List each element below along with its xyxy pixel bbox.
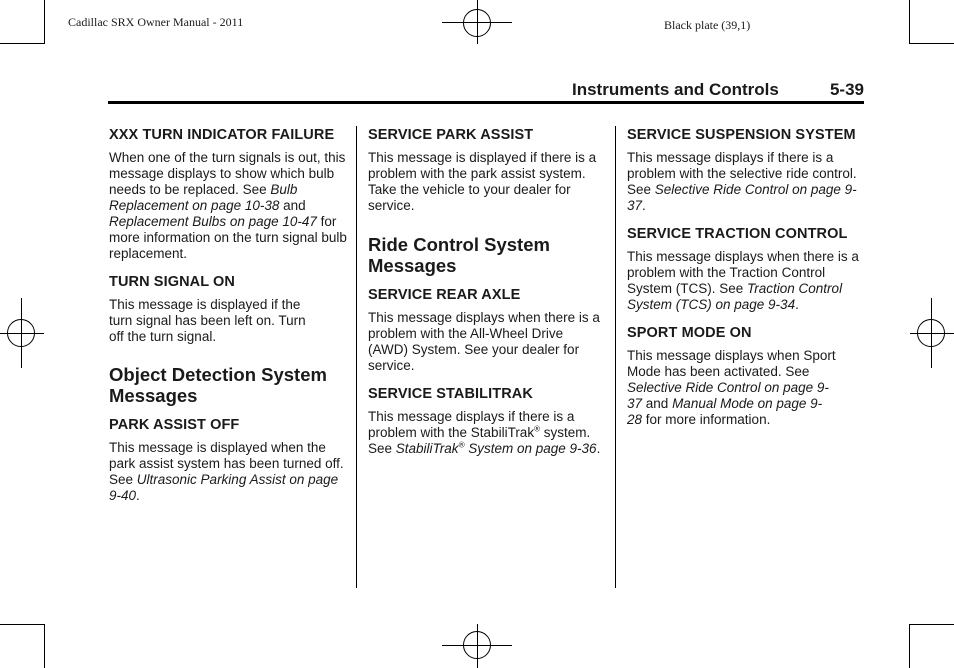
crop-mark	[909, 0, 910, 44]
column-2	[368, 126, 604, 468]
heading-service-rear-axle: SERVICE REAR AXLE	[368, 287, 521, 303]
registration-mark-icon	[463, 631, 491, 659]
text: .	[596, 441, 601, 456]
link-stabilitrak-system[interactable]	[396, 441, 597, 456]
link-selective-ride-control[interactable]: Selective Ride Control on page 9-37	[627, 182, 857, 213]
registration-mark-icon	[917, 319, 945, 347]
text: .	[795, 297, 799, 312]
section-title: Instruments and Controls	[572, 80, 779, 99]
registered-mark: ®	[534, 424, 540, 434]
heading-object-detection: Object Detection System Messages	[109, 364, 327, 406]
heading-park-assist-off: PARK ASSIST OFF	[109, 417, 240, 433]
text: .	[642, 198, 646, 213]
para-sport-mode-on	[627, 348, 837, 428]
text: for more information.	[642, 412, 771, 427]
text: This message is displayed when the park assist system has been turned off. See	[109, 440, 344, 487]
text: This message displays when Sport Mode has been activated. See	[627, 348, 836, 379]
crop-mark	[0, 624, 44, 625]
section-header	[572, 80, 864, 100]
text: and	[279, 198, 306, 213]
para-service-suspension	[627, 150, 865, 214]
text: and	[642, 396, 673, 411]
text: StabiliTrak	[395, 441, 459, 456]
para-service-traction	[627, 249, 859, 313]
heading-turn-signal-on: TURN SIGNAL ON	[109, 274, 235, 290]
link-ultrasonic-parking-assist[interactable]: Ultrasonic Parking Assist on page 9-40	[109, 472, 339, 503]
heading-service-park-assist: SERVICE PARK ASSIST	[368, 127, 534, 143]
link-manual-mode[interactable]: Manual Mode on page 9-28	[627, 396, 823, 427]
heading-ride-control: Ride Control System Messages	[368, 234, 550, 276]
crop-mark	[909, 624, 910, 668]
crop-mark	[44, 624, 45, 668]
para-turn-indicator-failure	[109, 150, 349, 262]
crop-mark	[910, 624, 954, 625]
heading-sport-mode-on: SPORT MODE ON	[627, 325, 752, 341]
para-turn-signal-on: This message is displayed if the turn signal has been left on. Turn off the turn signal.	[109, 297, 306, 344]
crop-mark	[910, 43, 954, 44]
text: for more information on the turn signal bulb replacement.	[109, 214, 347, 261]
para-service-park-assist: This message is displayed if there is a problem with the park assist system. Take the vehicle to your dealer for service.	[368, 150, 597, 213]
column-1	[109, 126, 349, 515]
registration-mark-icon	[463, 9, 491, 37]
registered-mark: ®	[458, 440, 465, 450]
text: System on page 9-36	[464, 441, 597, 456]
link-replacement-bulbs[interactable]: Replacement Bulbs on page 10-47	[109, 214, 317, 229]
text: This message displays if there is a problem with the StabiliTrak	[368, 409, 575, 440]
registration-mark-icon	[7, 319, 35, 347]
text: This message displays when there is a problem with the Traction Control System (TCS). See	[627, 249, 859, 296]
text: When one of the turn signals is out, this message displays to show which bulb needs to be replaced. See	[109, 150, 346, 197]
heading-turn-indicator-failure: XXX TURN INDICATOR FAILURE	[109, 127, 335, 143]
para-park-assist-off	[109, 440, 349, 504]
column-3	[627, 126, 865, 439]
link-traction-control-system[interactable]: Traction Control System (TCS) on page 9-34	[627, 281, 843, 312]
para-service-stabilitrak	[368, 409, 604, 457]
link-selective-ride-control[interactable]: Selective Ride Control on page 9-37	[627, 380, 829, 411]
para-service-rear-axle: This message displays when there is a problem with the All-Wheel Drive (AWD) System. See your dealer for service.	[368, 310, 600, 373]
plate-label: Black plate (39,1)	[664, 18, 751, 32]
heading-service-suspension: SERVICE SUSPENSION SYSTEM	[627, 127, 856, 143]
crop-mark	[44, 0, 45, 44]
text: This message displays if there is a problem with the selective ride control. See	[627, 150, 857, 197]
link-bulb-replacement[interactable]: Bulb Replacement on page 10-38	[109, 182, 298, 213]
page-number: 5-39	[829, 80, 864, 99]
heading-service-stabilitrak: SERVICE STABILITRAK	[368, 386, 533, 402]
text: .	[136, 488, 140, 503]
column-divider	[615, 126, 616, 588]
crop-mark	[0, 43, 44, 44]
heading-service-traction: SERVICE TRACTION CONTROL	[627, 226, 848, 242]
header-rule	[108, 101, 864, 104]
manual-title: Cadillac SRX Owner Manual - 2011	[68, 15, 244, 29]
column-divider	[356, 126, 357, 588]
text: system. See	[368, 425, 591, 456]
